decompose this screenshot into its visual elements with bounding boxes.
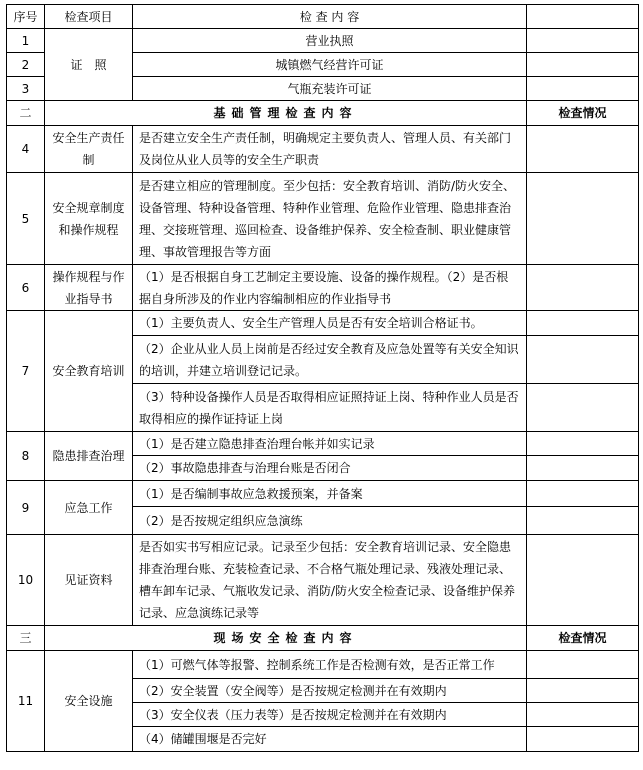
header-status bbox=[527, 5, 639, 29]
header-content: 检 查 内 容 bbox=[133, 5, 527, 29]
status-cell bbox=[527, 481, 639, 507]
row-sub-content: （2）是否按规定组织应急演练 bbox=[133, 507, 527, 535]
status-cell bbox=[527, 384, 639, 432]
row-content: 营业执照 bbox=[133, 29, 527, 53]
status-cell bbox=[527, 77, 639, 101]
status-cell bbox=[527, 651, 639, 679]
status-cell bbox=[527, 53, 639, 77]
status-cell bbox=[527, 703, 639, 727]
table-row bbox=[7, 29, 639, 53]
row-content: 城镇燃气经营许可证 bbox=[133, 53, 527, 77]
row-sub-content: （3）安全仪表（压力表等）是否按规定检测并在有效期内 bbox=[133, 703, 527, 727]
row-no: 8 bbox=[7, 432, 45, 481]
section-header-row bbox=[7, 626, 639, 651]
row-item: 安全规章制度和操作规程 bbox=[45, 173, 133, 265]
row-item: 见证资料 bbox=[45, 535, 133, 626]
row-no: 4 bbox=[7, 126, 45, 173]
row-sub-content: （1）是否建立隐患排查治理台帐并如实记录 bbox=[133, 432, 527, 456]
row-item: 安全生产责任制 bbox=[45, 126, 133, 173]
row-no: 2 bbox=[7, 53, 45, 77]
status-cell bbox=[527, 727, 639, 752]
status-cell bbox=[527, 456, 639, 481]
table-row bbox=[7, 651, 639, 679]
status-cell bbox=[527, 29, 639, 53]
row-no: 7 bbox=[7, 311, 45, 432]
status-cell bbox=[527, 507, 639, 535]
section-status-label: 检查情况 bbox=[527, 626, 639, 651]
row-content: 气瓶充装许可证 bbox=[133, 77, 527, 101]
row-sub-content: （1）是否编制事故应急救援预案，并备案 bbox=[133, 481, 527, 507]
row-sub-content: （4）储罐围堰是否完好 bbox=[133, 727, 527, 752]
section-status-label: 检查情况 bbox=[527, 101, 639, 126]
row-item-license: 证 照 bbox=[45, 29, 133, 101]
status-cell bbox=[527, 336, 639, 384]
inspection-table bbox=[6, 4, 639, 752]
row-item: 操作规程与作业指导书 bbox=[45, 265, 133, 311]
table-row bbox=[7, 311, 639, 336]
row-no: 9 bbox=[7, 481, 45, 535]
row-item: 安全设施 bbox=[45, 651, 133, 752]
table-row bbox=[7, 432, 639, 456]
row-sub-content: （1）主要负责人、安全生产管理人员是否有安全培训合格证书。 bbox=[133, 311, 527, 336]
row-sub-content: （2）安全装置（安全阀等）是否按规定检测并在有效期内 bbox=[133, 679, 527, 703]
header-no: 序号 bbox=[7, 5, 45, 29]
table-header-row bbox=[7, 5, 639, 29]
section-title: 现场安全检查内容 bbox=[45, 626, 527, 651]
row-content: 是否建立相应的管理制度。至少包括：安全教育培训、消防/防火安全、设备管理、特种设备管理、特种作业管理、危险作业管理、隐患排查治理、交接班管理、巡回检查、设备维护保养、安全检查制、职业健康管理、事故管理报告等方面 bbox=[133, 173, 527, 265]
status-cell bbox=[527, 535, 639, 626]
row-item: 应急工作 bbox=[45, 481, 133, 535]
section-no: 三 bbox=[7, 626, 45, 651]
row-no: 10 bbox=[7, 535, 45, 626]
table-row bbox=[7, 265, 639, 311]
row-content: （1）是否根据自身工艺制定主要设施、设备的操作规程。（2）是否根据自身所涉及的作业内容编制相应的作业指导书 bbox=[133, 265, 527, 311]
section-title: 基础管理检查内容 bbox=[45, 101, 527, 126]
row-item: 安全教育培训 bbox=[45, 311, 133, 432]
row-content: 是否如实书写相应记录。记录至少包括：安全教育培训记录、安全隐患排查治理台账、充装检查记录、不合格气瓶处理记录、残液处理记录、槽车卸车记录、气瓶收发记录、消防/防火安全检查记录、设备维护保养记录、应急演练记录等 bbox=[133, 535, 527, 626]
status-cell bbox=[527, 265, 639, 311]
row-no: 6 bbox=[7, 265, 45, 311]
section-no: 二 bbox=[7, 101, 45, 126]
table-row bbox=[7, 481, 639, 507]
status-cell bbox=[527, 311, 639, 336]
row-no: 1 bbox=[7, 29, 45, 53]
table-row bbox=[7, 173, 639, 265]
row-sub-content: （2）事故隐患排查与治理台账是否闭合 bbox=[133, 456, 527, 481]
row-no: 11 bbox=[7, 651, 45, 752]
status-cell bbox=[527, 679, 639, 703]
table-row bbox=[7, 126, 639, 173]
section-header-row bbox=[7, 101, 639, 126]
row-no: 5 bbox=[7, 173, 45, 265]
row-no: 3 bbox=[7, 77, 45, 101]
row-sub-content: （3）特种设备操作人员是否取得相应证照持证上岗、特种作业人员是否取得相应的操作证持证上岗 bbox=[133, 384, 527, 432]
status-cell bbox=[527, 126, 639, 173]
header-item: 检查项目 bbox=[45, 5, 133, 29]
row-sub-content: （2）企业从业人员上岗前是否经过安全教育及应急处置等有关安全知识的培训，并建立培训登记记录。 bbox=[133, 336, 527, 384]
row-content: 是否建立安全生产责任制，明确规定主要负责人、管理人员、有关部门及岗位从业人员等的安全生产职责 bbox=[133, 126, 527, 173]
table-row bbox=[7, 535, 639, 626]
status-cell bbox=[527, 173, 639, 265]
status-cell bbox=[527, 432, 639, 456]
row-item: 隐患排查治理 bbox=[45, 432, 133, 481]
row-sub-content: （1）可燃气体等报警、控制系统工作是否检测有效，是否正常工作 bbox=[133, 651, 527, 679]
